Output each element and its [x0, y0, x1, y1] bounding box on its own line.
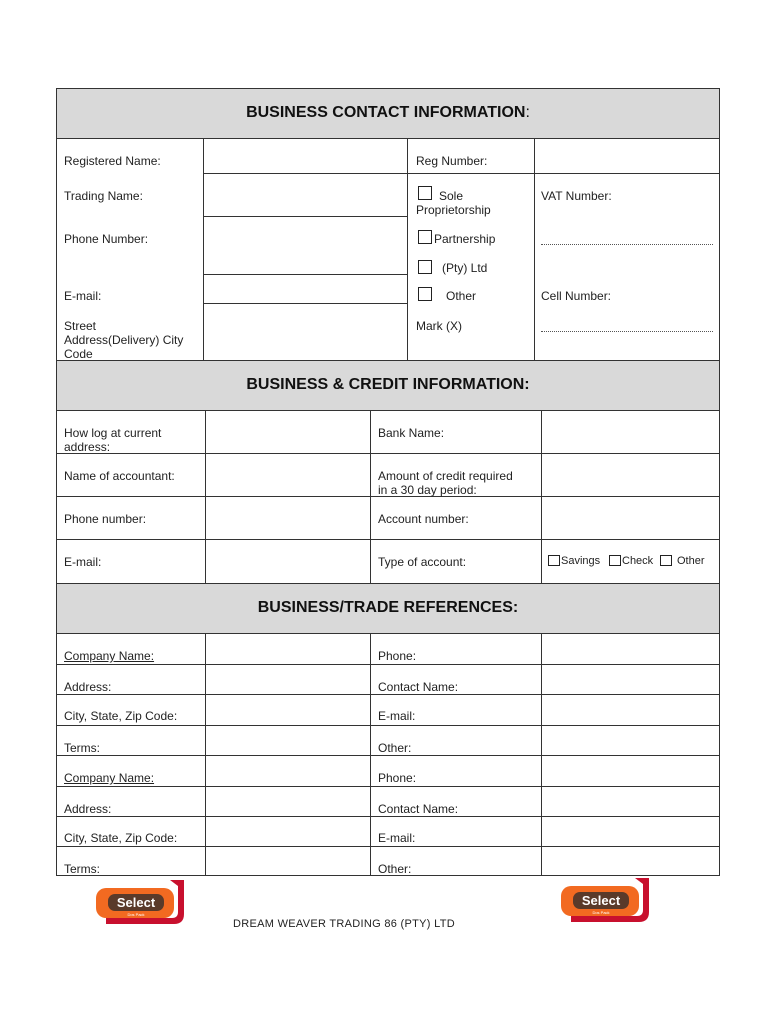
select-logo-right	[559, 876, 651, 924]
check-label: Check	[622, 555, 654, 567]
credit-email-label: E-mail:	[64, 555, 102, 569]
business-form	[56, 88, 720, 876]
ref1-contact-name-label: Contact Name:	[378, 680, 459, 694]
credit-phone-field[interactable]	[206, 497, 370, 539]
references-section-title: BUSINESS/TRADE REFERENCES:	[257, 599, 519, 616]
amount-credit-field[interactable]	[542, 454, 719, 496]
how-long-label-2: address:	[64, 440, 111, 454]
cell-number-field[interactable]	[541, 331, 713, 332]
email-field[interactable]	[204, 275, 407, 303]
partnership-checkbox[interactable]	[418, 230, 432, 244]
other-account-checkbox[interactable]	[660, 555, 672, 566]
svg-text:Dos Pack: Dos Pack	[127, 912, 145, 917]
street-label-1: Street	[64, 319, 97, 333]
ref2-other-label: Other:	[378, 862, 412, 876]
check-checkbox[interactable]	[609, 555, 621, 566]
ref1-phone-field[interactable]	[542, 634, 719, 664]
bank-name-label: Bank Name:	[378, 426, 445, 440]
type-of-account-label: Type of account:	[378, 555, 467, 569]
partnership-label: Partnership	[434, 232, 496, 246]
vat-number-label: VAT Number:	[541, 189, 612, 203]
mark-label: Mark (X)	[416, 319, 462, 333]
ref1-address-label: Address:	[64, 680, 112, 694]
pty-ltd-checkbox[interactable]	[418, 260, 432, 274]
ref1-email-label: E-mail:	[378, 709, 416, 723]
ref2-address-label: Address:	[64, 802, 112, 816]
credit-section-title: BUSINESS & CREDIT INFORMATION:	[246, 376, 530, 393]
street-label-2: Address(Delivery) City	[64, 333, 184, 347]
svg-text:Select: Select	[581, 893, 621, 908]
accountant-label: Name of accountant:	[64, 469, 175, 483]
reg-number-field[interactable]	[535, 139, 719, 173]
registered-name-field[interactable]	[204, 139, 407, 173]
pty-ltd-label: (Pty) Ltd	[442, 261, 488, 275]
ref2-email-label: E-mail:	[378, 831, 416, 845]
ref2-contact-name-label: Contact Name:	[378, 802, 459, 816]
svg-text:Dos Pack: Dos Pack	[592, 910, 610, 915]
ref1-company-name-label: Company Name:	[64, 649, 155, 663]
savings-checkbox[interactable]	[548, 555, 560, 566]
bank-name-field[interactable]	[542, 411, 719, 453]
other-label: Other	[446, 289, 477, 303]
phone-number-label: Phone Number:	[64, 232, 149, 246]
sole-label-1: Sole	[439, 189, 464, 203]
savings-label: Savings	[561, 555, 601, 567]
other-checkbox[interactable]	[418, 287, 432, 301]
select-logo-left	[94, 878, 186, 926]
ref1-terms-label: Terms:	[64, 741, 100, 755]
cell-number-label: Cell Number:	[541, 289, 612, 303]
contact-section-title: BUSINESS CONTACT INFORMATION:	[246, 104, 530, 121]
street-address-field[interactable]	[204, 304, 407, 360]
trading-name-field[interactable]	[204, 174, 407, 216]
trading-name-label: Trading Name:	[64, 189, 143, 203]
ref2-city-label: City, State, Zip Code:	[64, 831, 178, 845]
svg-text:Select: Select	[116, 895, 156, 910]
ref2-company-name-label: Company Name:	[64, 771, 155, 785]
accountant-field[interactable]	[206, 454, 370, 496]
ref2-terms-label: Terms:	[64, 862, 100, 876]
ref1-other-label: Other:	[378, 741, 412, 755]
email-label: E-mail:	[64, 289, 102, 303]
how-long-field[interactable]	[206, 411, 370, 453]
registered-name-label: Registered Name:	[64, 154, 161, 168]
sole-label-2: Proprietorship	[416, 203, 491, 217]
credit-email-field[interactable]	[206, 540, 370, 583]
how-long-label-1: How log at current	[64, 426, 162, 440]
ref2-phone-label: Phone:	[378, 771, 417, 785]
credit-phone-label: Phone number:	[64, 512, 147, 526]
amount-credit-label-1: Amount of credit required	[378, 469, 513, 483]
sole-proprietorship-checkbox[interactable]	[418, 186, 432, 200]
footer-company-name: DREAM WEAVER TRADING 86 (PTY) LTD	[233, 918, 455, 930]
street-label-3: Code	[64, 347, 93, 361]
amount-credit-label-2: in a 30 day period:	[378, 483, 477, 497]
ref2-phone-field[interactable]	[542, 756, 719, 786]
account-number-label: Account number:	[378, 512, 469, 526]
ref2-company-name-field[interactable]	[206, 756, 370, 786]
ref1-phone-label: Phone:	[378, 649, 417, 663]
ref1-company-name-field[interactable]	[206, 634, 370, 664]
other-account-label: Other	[677, 555, 705, 567]
phone-number-field[interactable]	[204, 217, 407, 274]
vat-number-field[interactable]	[541, 244, 713, 245]
ref1-city-label: City, State, Zip Code:	[64, 709, 178, 723]
reg-number-label: Reg Number:	[416, 154, 488, 168]
account-number-field[interactable]	[542, 497, 719, 539]
